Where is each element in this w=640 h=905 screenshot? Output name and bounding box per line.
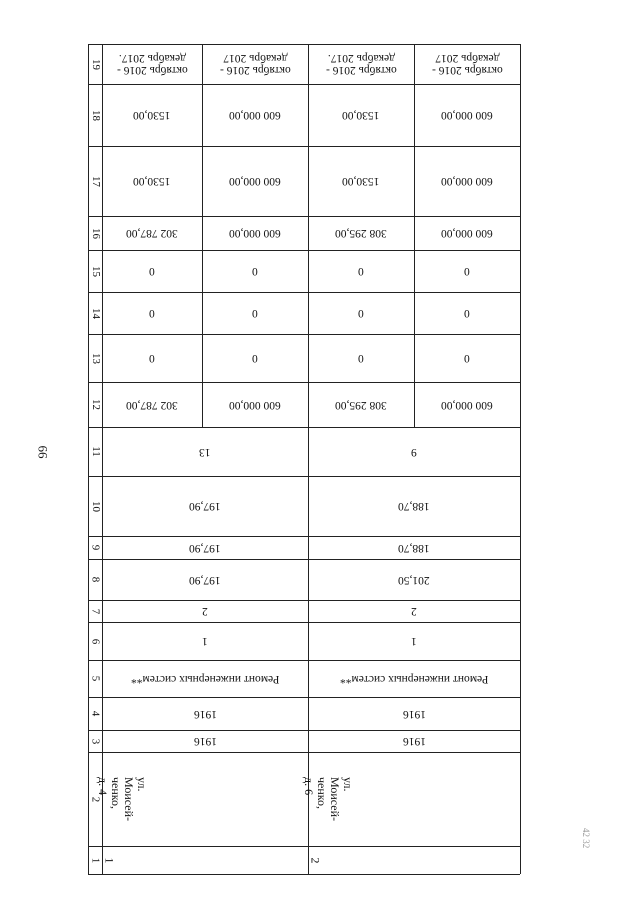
row2-sub1-col16: 308 295,00 (335, 227, 387, 239)
header-col-1: 1 (89, 857, 102, 863)
header-col-2: 2 (89, 796, 102, 802)
header-col-12: 12 (89, 399, 102, 410)
row1-col8: 197,90 (189, 573, 221, 586)
row2-address: ул. Моисей- ченко, д. 6 (302, 776, 356, 822)
row1-sub1-col14: 0 (149, 307, 155, 319)
row1-index: 1 (102, 857, 117, 863)
row2-sub1-col15: 0 (358, 265, 364, 277)
row1-sub1-col16: 302 787,00 (126, 227, 178, 239)
row2-sub1-col14: 0 (358, 307, 364, 319)
header-col-16: 16 (89, 227, 102, 239)
row2-sub1-col12: 308 295,00 (335, 398, 387, 411)
row1-col10: 197,90 (189, 500, 221, 512)
header-col-19: 19 (89, 58, 102, 70)
row2-col10: 188,70 (398, 500, 430, 512)
row2-sub1-col13: 0 (358, 352, 364, 364)
row2-sub2-col16: 600 000,00 (441, 227, 493, 239)
header-col-3: 3 (89, 738, 102, 744)
header-col-14: 14 (89, 307, 102, 319)
row1-col9: 197,90 (189, 541, 221, 554)
row1-work-type: Ремонт инженерных систем** (130, 672, 280, 685)
row1-sub1-col17: 1530,00 (133, 175, 171, 187)
header-col-9: 9 (89, 544, 102, 551)
row2-year-built: 1916 (402, 735, 426, 747)
row1-year-built: 1916 (193, 735, 217, 747)
header-col-7: 7 (89, 608, 102, 614)
header-col-8: 8 (89, 576, 102, 583)
row2-col8: 201,50 (398, 573, 430, 586)
row2-sub2-col17: 600 000,00 (441, 175, 493, 187)
header-col-4: 4 (89, 710, 102, 717)
row2-col6: 1 (411, 635, 417, 647)
row1-sub1-col12: 302 787,00 (126, 398, 178, 411)
row2-col11: 9 (411, 445, 417, 458)
row2-sub2-col18: 600 000,00 (441, 109, 493, 121)
header-col-10: 10 (89, 500, 102, 512)
row1-col11: 13 (199, 445, 211, 458)
row1-sub2-col15: 0 (252, 265, 258, 277)
row1-sub2-period: октябрь 2016 - декабрь 2017 (219, 52, 291, 76)
row1-sub1-period: октябрь 2016 - декабрь 2017. (116, 52, 188, 76)
row1-address: ул. Моисей- ченко, д. 4 (96, 776, 150, 822)
row1-sub2-col17: 600 000,00 (229, 175, 281, 187)
header-col-18: 18 (89, 109, 102, 121)
row1-sub2-col16: 600 000,00 (229, 227, 281, 239)
row2-year-commission: 1916 (402, 707, 426, 720)
row1-sub1-col13: 0 (149, 352, 155, 364)
row2-work-type: Ремонт инженерных систем** (339, 672, 489, 685)
row1-col6: 1 (202, 635, 208, 647)
header-col-5: 5 (89, 675, 102, 682)
page-stamp: 42 32 (581, 828, 591, 849)
row2-sub2-col15: 0 (464, 265, 470, 277)
row2-sub2-col14: 0 (464, 307, 470, 319)
row2-sub2-period: октябрь 2016 - декабрь 2017 (431, 52, 503, 76)
page-number: 66 (35, 445, 51, 459)
row1-sub1-col15: 0 (149, 265, 155, 277)
row2-index: 2 (308, 857, 323, 863)
row1-sub2-col18: 600 000,00 (229, 109, 281, 121)
row2-sub2-col13: 0 (464, 352, 470, 364)
header-col-15: 15 (89, 265, 102, 277)
row1-sub2-col14: 0 (252, 307, 258, 319)
row2-col7: 2 (411, 605, 417, 617)
row1-year-commission: 1916 (193, 707, 217, 720)
row1-col7: 2 (202, 605, 208, 617)
row2-sub1-col17: 1530,00 (342, 175, 380, 187)
row1-sub1-col18: 1530,00 (133, 109, 171, 121)
row2-col9: 188,70 (398, 541, 430, 554)
row2-sub2-col12: 600 000,00 (441, 398, 493, 411)
row2-sub1-period: октябрь 2016 - декабрь 2017. (325, 52, 397, 76)
row1-sub2-col13: 0 (252, 352, 258, 364)
row2-sub1-col18: 1530,00 (342, 109, 380, 121)
row1-sub2-col12: 600 000,00 (229, 398, 281, 411)
header-col-11: 11 (89, 446, 102, 457)
capital-repair-table (88, 44, 520, 874)
header-col-6: 6 (89, 638, 102, 644)
header-col-17: 17 (89, 175, 102, 187)
header-col-13: 13 (89, 352, 102, 364)
